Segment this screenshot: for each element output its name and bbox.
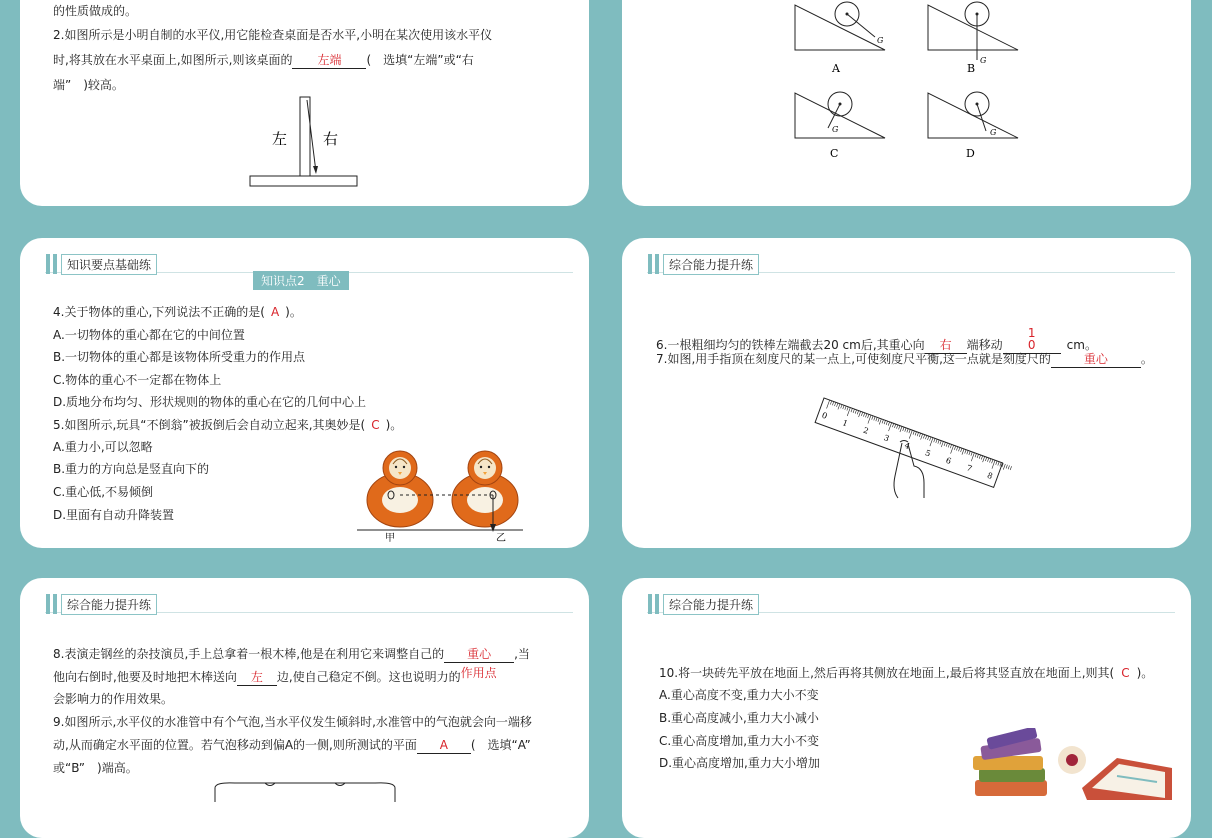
answer-q9: A (439, 738, 448, 752)
slide-panel-6 (622, 578, 1191, 838)
ruler-tick (1008, 466, 1009, 470)
option-c: C.重心低,不易倾倒 (53, 485, 154, 499)
ruler-tick (1006, 465, 1007, 469)
answer-q6-distance: 10 (1027, 326, 1036, 352)
figure-label-yi: 乙 (496, 533, 506, 542)
answer-q8-2: 左 (250, 670, 263, 684)
option-a: A.一切物体的重心都在它的中间位置 (53, 328, 245, 342)
force-label: G (832, 125, 839, 134)
option-d: D.质地分布均匀、形状规则的物体的重心在它的几何中心上 (53, 395, 367, 409)
ruler-tick (1010, 466, 1011, 470)
question-9-line-2: 动,从而确定水平面的位置。若气泡移动到偏A的一侧,则所测试的平面 A ( 选填“A” (53, 738, 531, 752)
option-b: B.重力的方向总是竖直向下的 (53, 462, 210, 476)
slide-panel-2 (622, 0, 1191, 206)
ruler-tick-label: 0 (820, 410, 829, 421)
option-a: A.重力小,可以忽略 (53, 440, 153, 454)
option-c: C.重心高度增加,重力大小不变 (659, 734, 820, 748)
figure-label-left: 左 (272, 130, 288, 148)
text-line: 的性质做成的。 (53, 4, 138, 18)
answer-q5: C (371, 418, 380, 432)
ruler-tick-label: 2 (861, 425, 870, 436)
diagram-label-b: B (967, 62, 976, 75)
section-title: 综合能力提升练 (663, 594, 759, 615)
section-badge (648, 594, 759, 614)
question-8-line-1: 8.表演走钢丝的杂技演员,手上总拿着一根木棒,他是在利用它来调整自己的 重心 ,当 (53, 647, 530, 661)
question-7: 7.如图,用手指顶在刻度尺的某一点上,可使刻度尺平衡,这一点就是刻度尺的 重心 。 (656, 352, 1153, 366)
option-a: A.重心高度不变,重力大小不变 (659, 688, 819, 702)
figure-label-right: 右 (323, 130, 339, 148)
option-b: B.一切物体的重心都是该物体所受重力的作用点 (53, 350, 306, 364)
books-illustration (967, 728, 1172, 800)
question-2-line-1: 2.如图所示是小明自制的水平仪,用它能检查桌面是否水平,小明在某次使用该水平仪 (53, 28, 493, 42)
question-6: 6.一根粗细均匀的铁棒左端截去20 cm后,其重心向 右 端移动10 cm。 (656, 326, 1097, 352)
ruler-figure (812, 388, 1012, 503)
question-4: 4.关于物体的重心,下列说法不正确的是( A )。 (53, 305, 302, 319)
question-8-line-2: 他向右倒时,他要及时地把木棒送向 左 边,使自己稳定不倒。这也说明力的作用点 (53, 666, 497, 684)
answer-q8-1: 重心 (467, 647, 492, 661)
slide-panel-1 (20, 0, 589, 206)
option-b: B.重心高度减小,重力大小减小 (659, 711, 819, 725)
ruler-tick (1003, 464, 1005, 470)
answer-q7: 重心 (1083, 352, 1108, 366)
question-2-line-2: 时,将其放在水平桌面上,如图所示,则该桌面的 左端 ( 选填“左端”或“右 (53, 53, 474, 67)
answer-q2: 左端 (317, 53, 342, 67)
spirit-level-figure (205, 778, 405, 802)
slide-panel-5 (20, 578, 589, 838)
section-title: 知识要点基础练 (61, 254, 157, 275)
diagram-label-a: A (832, 62, 840, 75)
question-10: 10.将一块砖先平放在地面上,然后再将其侧放在地面上,最后将其竖直放在地面上,则其( C )。 (659, 666, 1154, 680)
section-badge (46, 254, 157, 274)
slide-panel-3 (20, 238, 589, 548)
knowledge-point-tag: 知识点2 重心 (253, 271, 349, 290)
question-9-line-3: 或“B” )端高。 (53, 761, 138, 775)
option-c: C.物体的重心不一定都在物体上 (53, 373, 222, 387)
question-9-line-1: 9.如图所示,水平仪的水准管中有个气泡,当水平仪发生倾斜时,水准管中的气泡就会向一端移 (53, 715, 532, 729)
ruler-tick-label: 1 (841, 418, 850, 429)
force-label: G (990, 128, 997, 137)
ruler-tick-label: 3 (882, 433, 891, 444)
section-badge (46, 594, 157, 614)
answer-q10: C (1121, 666, 1130, 680)
diagram-label-c: C (830, 147, 839, 160)
question-2-line-3: 端” )较高。 (53, 78, 124, 92)
question-5: 5.如图所示,玩具“不倒翁”被扳倒后会自动立起来,其奥妙是( C )。 (53, 418, 403, 432)
level-figure (245, 92, 365, 188)
question-8-line-3: 会影响力的作用效果。 (53, 692, 174, 706)
slide-panel-4 (622, 238, 1191, 548)
ruler-tick-label: 6 (944, 455, 953, 466)
answer-q4: A (270, 305, 280, 319)
section-title: 综合能力提升练 (663, 254, 759, 275)
section-title: 综合能力提升练 (61, 594, 157, 615)
ruler-tick-label: 7 (965, 463, 974, 474)
section-badge (648, 254, 759, 274)
tumbler-toy-figure (355, 450, 525, 542)
option-d: D.里面有自动升降装置 (53, 508, 175, 522)
answer-q6-direction: 右 (939, 338, 952, 352)
force-label: G (877, 36, 884, 45)
ruler-tick-label: 5 (923, 448, 932, 459)
diagram-label-d: D (966, 147, 975, 160)
ruler-tick-label: 8 (985, 470, 994, 482)
force-label: G (980, 56, 987, 65)
option-d: D.重心高度增加,重力大小增加 (659, 756, 820, 770)
answer-q8-3: 作用点 (460, 666, 497, 680)
incline-diagrams (790, 0, 1030, 160)
ruler-tick-label: 4 (903, 440, 912, 451)
figure-label-jia: 甲 (385, 533, 395, 542)
